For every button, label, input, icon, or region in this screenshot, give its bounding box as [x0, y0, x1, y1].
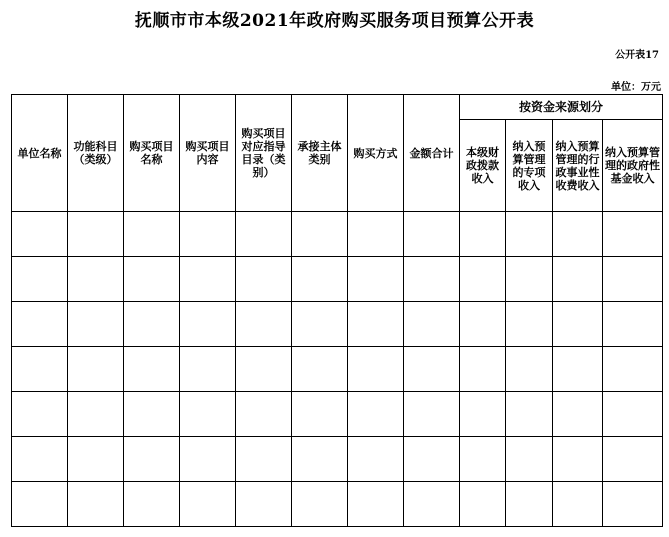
table-cell — [68, 347, 124, 392]
table-cell — [404, 347, 460, 392]
table-cell — [603, 257, 663, 302]
unit-label: 单位：万元 — [611, 82, 661, 93]
table-cell — [236, 212, 292, 257]
header-unit-name: 单位名称 — [12, 95, 68, 212]
header-function-subject: 功能科目（类级） — [68, 95, 124, 212]
table-cell — [124, 482, 180, 527]
table-cell — [506, 437, 553, 482]
table-cell — [404, 437, 460, 482]
table-cell — [348, 482, 404, 527]
table-cell — [553, 212, 603, 257]
table-cell — [506, 392, 553, 437]
table-row — [12, 392, 663, 437]
table-cell — [124, 347, 180, 392]
table-cell — [180, 482, 236, 527]
table-cell — [180, 302, 236, 347]
table-cell — [292, 347, 348, 392]
table-cell — [292, 257, 348, 302]
table-cell — [506, 347, 553, 392]
table-row — [12, 257, 663, 302]
table-cell — [292, 302, 348, 347]
header-government-fund-revenue: 纳入预算管理的政府性基金收入 — [603, 120, 663, 212]
table-cell — [404, 212, 460, 257]
table-cell — [348, 212, 404, 257]
table-cell — [12, 302, 68, 347]
table-cell — [12, 212, 68, 257]
table-cell — [236, 437, 292, 482]
table-cell — [603, 302, 663, 347]
header-own-fiscal-appropriation: 本级财政拨款收入 — [460, 120, 506, 212]
table-cell — [603, 392, 663, 437]
page-title: 抚顺市市本级2021年政府购买服务项目预算公开表 — [134, 11, 535, 31]
table-cell — [460, 302, 506, 347]
table-cell — [460, 347, 506, 392]
table-cell — [603, 212, 663, 257]
table-cell — [236, 302, 292, 347]
table-cell — [292, 392, 348, 437]
table-row — [12, 302, 663, 347]
table-cell — [236, 347, 292, 392]
table-cell — [68, 302, 124, 347]
header-project-name: 购买项目名称 — [124, 95, 180, 212]
header-purchase-method: 购买方式 — [348, 95, 404, 212]
table-cell — [348, 437, 404, 482]
table-cell — [460, 257, 506, 302]
table-row — [12, 347, 663, 392]
table-cell — [404, 302, 460, 347]
table-cell — [460, 392, 506, 437]
budget-table — [11, 94, 663, 527]
table-cell — [68, 212, 124, 257]
table-cell — [124, 212, 180, 257]
header-funding-source-group: 按资金来源划分 — [460, 95, 663, 120]
table-cell — [553, 302, 603, 347]
table-cell — [124, 437, 180, 482]
header-special-revenue: 纳入预算管理的专项收入 — [506, 120, 553, 212]
table-cell — [292, 212, 348, 257]
table-cell — [348, 347, 404, 392]
table-cell — [236, 257, 292, 302]
table-cell — [12, 437, 68, 482]
table-cell — [603, 482, 663, 527]
table-cell — [553, 347, 603, 392]
table-cell — [236, 392, 292, 437]
table-cell — [12, 257, 68, 302]
table-cell — [292, 437, 348, 482]
table-cell — [506, 257, 553, 302]
table-row — [12, 482, 663, 527]
table-cell — [68, 392, 124, 437]
table-cell — [180, 392, 236, 437]
table-cell — [292, 482, 348, 527]
table-cell — [506, 482, 553, 527]
table-cell — [404, 257, 460, 302]
table-cell — [348, 257, 404, 302]
table-cell — [506, 302, 553, 347]
header-guidance-catalog: 购买项目对应指导目录（类别） — [236, 95, 292, 212]
table-cell — [553, 437, 603, 482]
table-cell — [180, 437, 236, 482]
header-row-1 — [12, 95, 663, 120]
table-cell — [603, 437, 663, 482]
table-cell — [460, 212, 506, 257]
table-row — [12, 212, 663, 257]
table-cell — [12, 347, 68, 392]
header-project-content: 购买项目内容 — [180, 95, 236, 212]
table-cell — [124, 257, 180, 302]
table-cell — [460, 482, 506, 527]
table-cell — [180, 212, 236, 257]
table-row — [12, 437, 663, 482]
table-cell — [12, 482, 68, 527]
table-cell — [124, 392, 180, 437]
table-cell — [460, 437, 506, 482]
table-cell — [506, 212, 553, 257]
table-cell — [124, 302, 180, 347]
table-cell — [603, 347, 663, 392]
header-amount-total: 金额合计 — [404, 95, 460, 212]
table-cell — [553, 257, 603, 302]
table-cell — [553, 482, 603, 527]
form-code: 公开表17 — [615, 50, 659, 61]
header-undertaker-type: 承接主体类别 — [292, 95, 348, 212]
table-cell — [180, 347, 236, 392]
table-cell — [68, 437, 124, 482]
table-cell — [68, 482, 124, 527]
table-cell — [236, 482, 292, 527]
header-administrative-fee-revenue: 纳入预算管理的行政事业性收费收入 — [553, 120, 603, 212]
table-body — [12, 95, 663, 527]
table-cell — [348, 302, 404, 347]
table-cell — [180, 257, 236, 302]
table-cell — [68, 257, 124, 302]
table-cell — [553, 392, 603, 437]
table-cell — [404, 392, 460, 437]
table-cell — [12, 392, 68, 437]
table-cell — [404, 482, 460, 527]
table-cell — [348, 392, 404, 437]
